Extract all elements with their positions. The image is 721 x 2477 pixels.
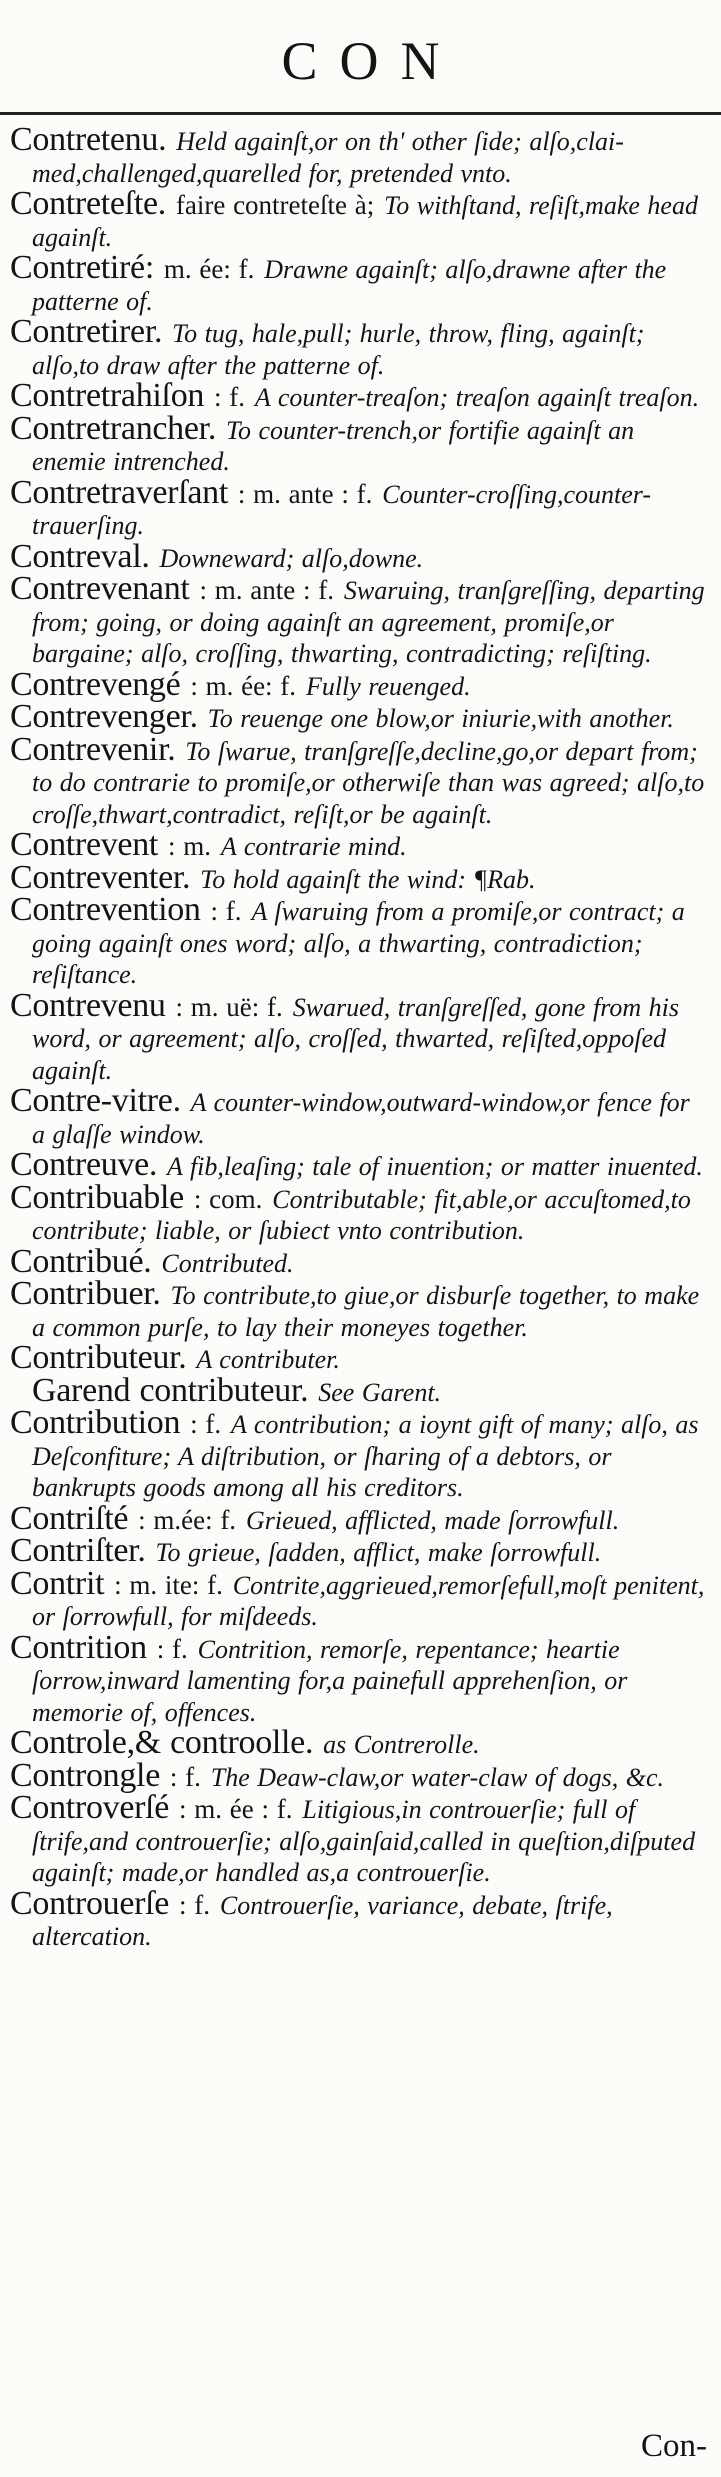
dictionary-entry xyxy=(10,185,710,253)
dictionary-entry xyxy=(10,1404,710,1504)
entry-headword: Contrevention xyxy=(10,891,201,928)
entry-grammar: : m. ite: f. xyxy=(114,1569,223,1600)
entry-definition: See Garent. xyxy=(318,1377,442,1407)
entry-definition: Swarued, tranſgreſſed, gone from his word, or agreement; alſo, croſſed, thwarted, reſiſted,oppoſed againſt. xyxy=(32,992,679,1085)
entry-definition: Contrite,aggrieued,remorſefull,moſt penitent, or ſorrowfull, for miſdeeds. xyxy=(32,1570,705,1631)
entry-definition: A counter-window,outward-window,or fence for a glaſſe window. xyxy=(32,1088,690,1149)
dictionary-entries xyxy=(10,121,710,1953)
entry-headword: Contribution xyxy=(10,1404,181,1441)
entry-definition: To contribute,to giue,or disburſe together, to make a common purſe, to lay their moneyes together. xyxy=(32,1281,700,1342)
entry-headword: Contriſté xyxy=(10,1499,129,1537)
entry-definition: Contributed. xyxy=(161,1248,294,1278)
entry-headword: Contretirer. xyxy=(10,313,163,350)
entry-headword: Controngle xyxy=(10,1756,160,1794)
entry-headword: Contrevenir. xyxy=(10,730,176,768)
entry-headword: Contribué. xyxy=(10,1242,152,1280)
entry-definition: A ſwaruing from a promiſe,or contract; a going againſt ones word; alſo, a thwarting, contradiction; reſiſtance. xyxy=(32,897,685,989)
page-title: CON xyxy=(281,31,462,91)
entry-definition: To hold againſt the wind: ¶Rab. xyxy=(200,864,536,894)
entry-grammar: : m.ée: f. xyxy=(138,1504,237,1535)
entry-grammar: : f. xyxy=(169,1761,201,1792)
dictionary-entry xyxy=(10,1275,710,1343)
entry-headword: Controverſé xyxy=(10,1789,170,1826)
header-rule xyxy=(0,112,721,115)
entry-headword: Contrevenant xyxy=(10,570,190,607)
entry-definition: Contrition, remorſe, repentance; heartie ſorrow,inward lamenting for,a painefull apprehenſion, or memorie of, offences. xyxy=(32,1634,628,1727)
entry-headword: Contretraverſant xyxy=(10,473,228,511)
entry-definition: To reuenge one blow,or iniurie,with another. xyxy=(207,704,674,733)
dictionary-entry xyxy=(10,1082,710,1150)
entry-definition: A contrarie mind. xyxy=(220,832,407,861)
entry-headword: Contriſter. xyxy=(10,1532,146,1569)
entry-grammar: : f. xyxy=(210,896,242,926)
entry-definition: Grieued, afflicted, made ſorrowfull. xyxy=(245,1505,620,1535)
entry-definition: A contribution; a ioynt gift of many; alſo, as Deſconfiture; A diſtribution, or ſharing of a debtors, or bankrupts goods among all his creditors. xyxy=(32,1410,699,1502)
dictionary-entry xyxy=(10,1789,710,1889)
dictionary-entry xyxy=(10,1532,710,1569)
entry-definition: Counter-croſſing,counter-trauerſing. xyxy=(32,479,652,540)
entry-grammar: : f. xyxy=(156,1633,188,1664)
entry-grammar: m. ée: f. xyxy=(163,254,255,284)
entry-headword: Controuerſe xyxy=(10,1884,170,1922)
entry-headword: Contretenu. xyxy=(10,121,167,158)
dictionary-entry xyxy=(10,986,710,1087)
entry-definition: A contributer. xyxy=(196,1345,340,1374)
entry-headword: Contreteſte. xyxy=(10,185,166,222)
dictionary-entry xyxy=(10,730,710,831)
entry-definition: Contributable; fit,able,or accuſtomed,to contribute; liable, or ſubiect vnto contribution. xyxy=(32,1184,691,1245)
entry-headword: Contribuable xyxy=(10,1178,184,1216)
entry-headword: Contreuve. xyxy=(10,1146,158,1183)
entry-definition: Fully reuenged. xyxy=(305,671,471,701)
dictionary-entry xyxy=(10,891,710,991)
entry-headword: Controle,& controolle. xyxy=(10,1724,314,1761)
entry-definition: A fib,leaſing; tale of inuention; or matter inuented. xyxy=(167,1152,703,1181)
entry-grammar: : m. ée : f. xyxy=(179,1794,293,1824)
entry-definition: Controuerſie, variance, debate, ſtrife, altercation. xyxy=(32,1890,613,1951)
entry-definition: Downeward; alſo,downe. xyxy=(159,543,424,573)
entry-grammar: : m. ée: f. xyxy=(190,670,297,701)
entry-definition: To withſtand, reſiſt,make head againſt. xyxy=(32,191,698,252)
entry-definition: Litigious,in controuerſie; full of ſtrife,and controuerſie; alſo,gainſaid,called in queſtion,diſputed againſt; made,or handled as,a controuerſie. xyxy=(32,1795,696,1887)
entry-definition: Held againſt,or on th' other ſide; alſo,claimed,challenged,quarelled for, pretended vnto. xyxy=(32,127,624,188)
dictionary-entry xyxy=(10,249,710,317)
entry-definition: The Deaw-claw,or water-claw of dogs, &c. xyxy=(210,1762,664,1792)
entry-definition: To counter-trench,or fortifie againſt an enemie intrenched. xyxy=(32,415,635,476)
catchword: Con- xyxy=(641,2428,707,2464)
entry-definition: To grieue, ſadden, afflict, make ſorrowfull. xyxy=(155,1538,602,1567)
entry-definition: Swaruing, tranſgreſſing, departing from; going, or doing againſt an agreement, promiſe,or bargaine; alſo, croſſing, thwarting, contradicting; reſiſting. xyxy=(32,576,705,668)
entry-headword: Contrit xyxy=(10,1564,105,1602)
entry-headword: Contrevenu xyxy=(10,986,166,1024)
dictionary-entry xyxy=(10,409,710,478)
entry-grammar: : com. xyxy=(193,1183,263,1214)
entry-headword: Garend contributeur. xyxy=(32,1371,309,1409)
entry-headword: Contre-vitre. xyxy=(10,1082,181,1119)
entry-headword: Contrevengé xyxy=(10,665,181,703)
entry-headword: Contrevenger. xyxy=(10,698,198,735)
dictionary-entry xyxy=(10,1564,710,1633)
entry-definition: Drawne againſt; alſo,drawne after the patterne of. xyxy=(32,255,667,316)
entry-headword: Contretrancher. xyxy=(10,409,217,447)
entry-grammar: : m. ante : f. xyxy=(237,478,373,509)
dictionary-entry xyxy=(10,1628,710,1729)
dictionary-entry xyxy=(10,473,710,542)
dictionary-entry xyxy=(10,121,710,189)
entry-grammar: : m. ante : f. xyxy=(199,575,334,605)
entry-headword: Contreval. xyxy=(10,537,150,575)
dictionary-entry xyxy=(10,570,710,670)
entry-grammar: : m. xyxy=(167,831,211,861)
entry-headword: Contributeur. xyxy=(10,1339,187,1376)
entry-definition: A counter-treaſon; treaſon againſt treaſon. xyxy=(254,383,700,412)
page-header xyxy=(0,0,721,118)
entry-grammar: : f. xyxy=(190,1409,222,1439)
entry-headword: Contrition xyxy=(10,1628,147,1666)
entry-headword: Contrevent xyxy=(10,826,159,863)
entry-grammar: : m. uë: f. xyxy=(175,991,283,1022)
entry-grammar: : f. xyxy=(214,382,245,412)
entry-headword: Contretiré: xyxy=(10,249,154,286)
entry-definition: as Contrerolle. xyxy=(323,1730,480,1759)
entry-headword: Contreventer. xyxy=(10,858,191,896)
entry-headword: Contretrahiſon xyxy=(10,377,205,414)
entry-definition: To tug, hale,pull; hurle, throw, fling, againſt; alſo,to draw after the patterne of. xyxy=(32,319,645,380)
entry-grammar: : f. xyxy=(179,1889,211,1920)
entry-grammar: faire contreteſte à; xyxy=(175,190,375,220)
entry-definition: To ſwarue, tranſgreſſe,decline,go,or depart from; to do contrarie to promiſe,or otherwiſe than was agreed; alſo,to croſſe,thwart,contradict, reſiſt,or be againſt. xyxy=(32,736,705,829)
entry-headword: Contribuer. xyxy=(10,1275,161,1312)
dictionary-entry xyxy=(10,1178,710,1247)
dictionary-entry xyxy=(10,313,710,381)
dictionary-entry xyxy=(10,1884,710,1953)
